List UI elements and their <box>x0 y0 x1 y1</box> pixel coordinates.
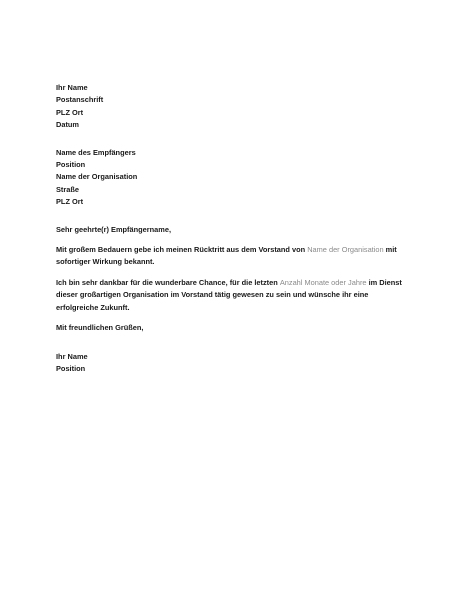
letter-body <box>56 82 406 375</box>
signature-block <box>56 351 406 376</box>
paragraph-2-line-3: erfolgreiche Zukunft. <box>56 302 130 312</box>
paragraph-1-line-1 <box>56 244 406 256</box>
sender-address: Postanschrift <box>56 95 104 105</box>
paragraph-2-text-before: Ich bin sehr dankbar für die wunderbare Chance, für die letzten <box>56 277 280 287</box>
recipient-name: Name des Empfängers <box>56 147 136 157</box>
recipient-block <box>56 147 406 209</box>
salutation: Sehr geehrte(r) Empfängername, <box>56 224 171 234</box>
paragraph-2-line-2: dieser großartigen Organisation im Vorstand tätig gewesen zu sein und wünsche ihr eine <box>56 290 369 300</box>
sender-name: Ihr Name <box>56 83 88 92</box>
paragraph-1-line-2: sofortiger Wirkung bekannt. <box>56 257 155 267</box>
sender-city: PLZ Ort <box>56 107 84 117</box>
recipient-position: Position <box>56 160 86 170</box>
organization-placeholder[interactable]: Name der Organisation <box>307 245 384 255</box>
paragraph-resignation <box>56 244 406 269</box>
letter-date: Datum <box>56 120 79 130</box>
paragraph-2-text-after: im Dienst <box>366 277 402 287</box>
paragraph-1-text-before: Mit großem Bedauern gebe ich meinen Rücktritt aus dem Vorstand von <box>56 245 308 255</box>
duration-placeholder[interactable]: Anzahl Monate oder Jahre <box>279 277 367 287</box>
recipient-city: PLZ Ort <box>56 197 84 207</box>
sender-block <box>56 82 406 132</box>
paragraph-2-line-1 <box>56 277 406 289</box>
signature-name: Ihr Name <box>56 351 88 361</box>
paragraph-1-text-after: mit <box>383 245 397 255</box>
closing: Mit freundlichen Grüßen, <box>56 323 144 333</box>
recipient-street: Straße <box>56 184 80 194</box>
recipient-organization: Name der Organisation <box>56 172 138 182</box>
signature-position: Position <box>56 363 86 373</box>
paragraph-gratitude <box>56 277 406 314</box>
